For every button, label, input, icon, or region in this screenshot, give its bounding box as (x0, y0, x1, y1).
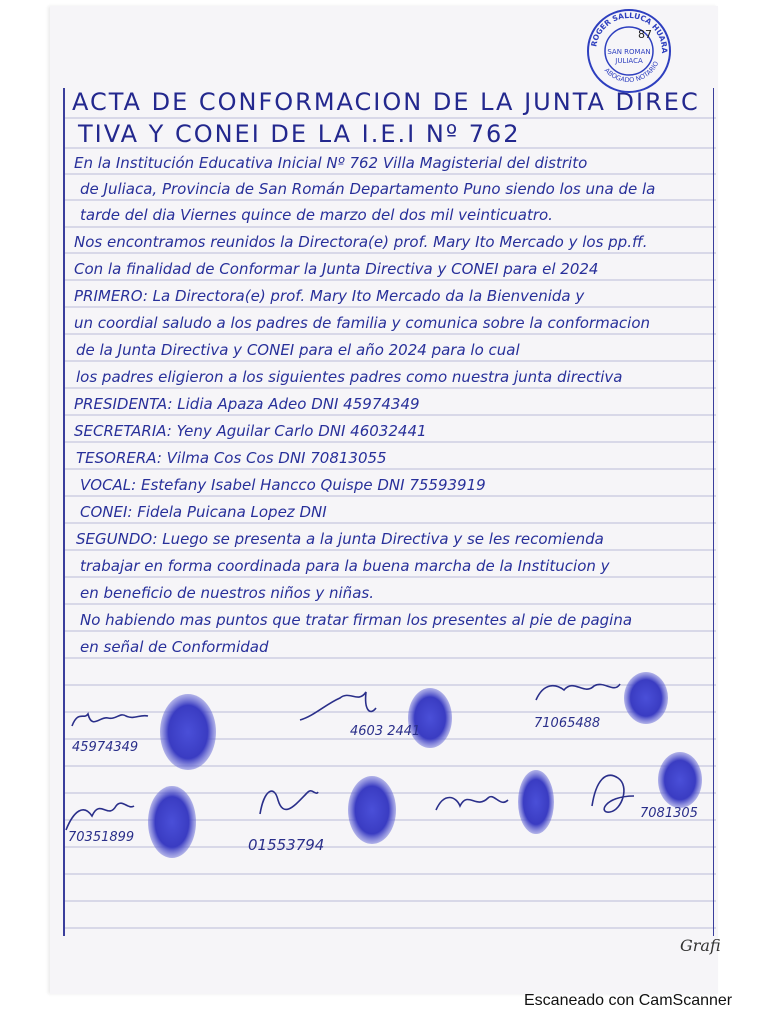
fingerprint-1 (160, 694, 216, 770)
body-line-6: PRIMERO: La Directora(e) prof. Mary Ito Mercado da la Bienvenida y (74, 287, 585, 305)
body-line-5: Con la finalidad de Conformar la Junta Directiva y CONEI para el 2024 (74, 260, 599, 278)
signature-number-5: 01553794 (248, 836, 325, 854)
body-line-16: trabajar en forma coordinada para la buena marcha de la Institucion y (80, 557, 610, 575)
fingerprint-5 (348, 776, 396, 844)
stamp-center-line-1: SAN ROMAN (607, 48, 651, 56)
signature-7 (592, 775, 634, 812)
document-title-line-1: ACTA DE CONFORMACION DE LA JUNTA DIREC (72, 88, 700, 116)
body-line-conei: CONEI: Fidela Puicana Lopez DNI (80, 503, 327, 521)
body-line-17: en beneficio de nuestros niños y niñas. (80, 584, 374, 602)
signature-5 (260, 791, 318, 814)
svg-text:ROGER SALLUCA HUARAYA (586, 8, 669, 54)
fingerprint-6 (518, 770, 554, 834)
body-line-18: No habiendo mas puntos que tratar firman los presentes al pie de pagina (80, 611, 633, 629)
body-line-president: PRESIDENTA: Lidia Apaza Adeo DNI 45974349 (74, 395, 420, 413)
body-line-2: de Juliaca, Provincia de San Román Departamento Puno siendo los una de la (80, 180, 656, 198)
signature-2 (300, 692, 376, 720)
signature-number-1: 45974349 (72, 740, 139, 755)
stamp-number: 87 (638, 28, 652, 41)
body-line-vocal: VOCAL: Estefany Isabel Hancco Quispe DNI 75593919 (80, 476, 486, 494)
stamp-top-text: ROGER SALLUCA HUARA (589, 10, 670, 53)
fingerprint-3 (624, 672, 668, 724)
body-line-treasurer: TESORERA: Vilma Cos Cos DNI 70813055 (76, 449, 387, 467)
body-line-secretary: SECRETARIA: Yeny Aguilar Carlo DNI 46032441 (74, 422, 427, 440)
body-line-1: En la Institución Educativa Inicial Nº 762 Villa Magisterial del distrito (74, 154, 588, 172)
body-line-7: un coordial saludo a los padres de familia y comunica sobre la conformacion (74, 314, 651, 332)
fingerprint-2 (408, 688, 452, 748)
camscanner-watermark: Escaneado con CamScanner (524, 992, 733, 1009)
signature-4 (66, 803, 134, 830)
signature-area (64, 660, 716, 880)
signature-1 (72, 714, 148, 726)
body-line-4: Nos encontramos reunidos la Directora(e) prof. Mary Ito Mercado y los pp.ff. (74, 233, 648, 251)
body-line-8: de la Junta Directiva y CONEI para el año 2024 para lo cual (76, 341, 520, 359)
notary-stamp (586, 8, 672, 94)
signature-3 (536, 684, 620, 700)
body-line-segundo: SEGUNDO: Luego se presenta a la junta Directiva y se les recomienda (76, 530, 604, 548)
signature-6 (436, 797, 508, 810)
stamp-bottom-text: ABOGADO NOTARIO (602, 59, 661, 85)
body-line-19: en señal de Conformidad (80, 638, 269, 656)
body-line-9: los padres eligieron a los siguientes padres como nuestra junta directiva (76, 368, 623, 386)
signature-number-2: 4603 2441 (350, 724, 421, 739)
signature-number-6: 7081305 (640, 806, 698, 821)
document-title-line-2: TIVA Y CONEI DE LA I.E.I Nº 762 (78, 120, 521, 148)
signature-number-3: 71065488 (534, 716, 601, 731)
signature-number-4: 70351899 (68, 830, 135, 845)
body-line-3: tarde del dia Viernes quince de marzo del dos mil veinticuatro. (80, 206, 553, 224)
partial-footer-word: Grafi (680, 936, 721, 955)
stamp-center-line-2: JULIACA (615, 57, 643, 65)
fingerprint-7 (658, 752, 702, 808)
fingerprint-4 (148, 786, 196, 858)
